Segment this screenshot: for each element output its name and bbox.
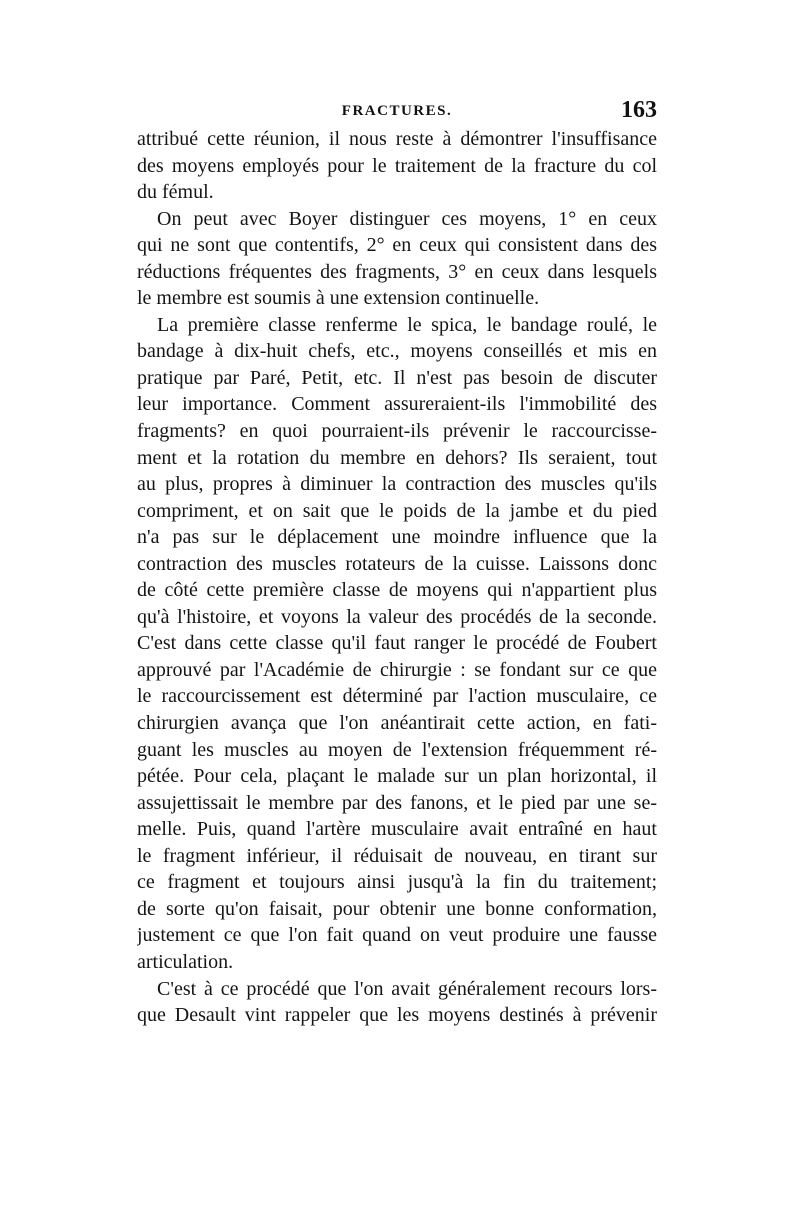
- text-line: le raccourcissement est déterminé par l'action musculaire, ce: [137, 685, 657, 708]
- text-line: le fragment inférieur, il réduisait de nouveau, en tirant sur: [137, 844, 657, 867]
- text-line: de sorte qu'on faisait, pour obtenir une bonne conformation,: [137, 897, 657, 920]
- text-line: articulation.: [137, 950, 234, 973]
- text-line: du fémul.: [137, 181, 214, 204]
- text-line: bandage à dix-huit chefs, etc., moyens conseillés et mis en: [137, 340, 657, 363]
- text-line: pétée. Pour cela, plaçant le malade sur un plan horizontal, il: [137, 765, 657, 788]
- text-line: le membre est soumis à une extension continuelle.: [137, 287, 540, 310]
- text-line: au plus, propres à diminuer la contraction des muscles qu'ils: [137, 473, 657, 496]
- body-text: [137, 126, 657, 1029]
- text-line: qui ne sont que contentifs, 2° en ceux qui consistent dans des: [137, 234, 657, 257]
- text-line: C'est à ce procédé que l'on avait généralement recours lors-: [157, 977, 657, 1000]
- text-line: melle. Puis, quand l'artère musculaire avait entraîné en haut: [137, 818, 657, 841]
- text-line: n'a pas sur le déplacement une moindre influence que la: [137, 526, 657, 549]
- text-line: approuvé par l'Académie de chirurgie : se fondant sur ce que: [137, 658, 657, 681]
- text-line: qu'à l'histoire, et voyons la valeur des procédés de la seconde.: [137, 605, 657, 628]
- text-line: On peut avec Boyer distinguer ces moyens, 1° en ceux: [157, 207, 657, 230]
- page-number: 163: [621, 97, 657, 123]
- text-line: de côté cette première classe de moyens qui n'appartient plus: [137, 579, 657, 602]
- text-line: que Desault vint rappeler que les moyens destinés à prévenir: [137, 1004, 657, 1027]
- text-line: leur importance. Comment assureraient-ils l'immobilité des: [137, 393, 657, 416]
- text-line: La première classe renferme le spica, le bandage roulé, le: [157, 313, 657, 336]
- text-line: ment et la rotation du membre en dehors? Ils seraient, tout: [137, 446, 657, 469]
- text-line: justement ce que l'on fait quand on veut produire une fausse: [137, 924, 657, 947]
- text-line: contraction des muscles rotateurs de la cuisse. Laissons donc: [137, 552, 657, 575]
- text-line: chirurgien avança que l'on anéantirait cette action, en fati-: [137, 712, 657, 735]
- text-line: C'est dans cette classe qu'il faut ranger le procédé de Foubert: [137, 632, 657, 655]
- text-line: attribué cette réunion, il nous reste à démontrer l'insuffisance: [137, 128, 657, 150]
- page-header: [137, 97, 657, 127]
- text-line: guant les muscles au moyen de l'extension fréquemment ré-: [137, 738, 657, 761]
- text-line: compriment, et on sait que le poids de la jambe et du pied: [137, 499, 657, 522]
- text-line: assujettissait le membre par des fanons, et le pied par une se-: [137, 791, 657, 814]
- text-line: pratique par Paré, Petit, etc. Il n'est pas besoin de discuter: [137, 366, 657, 389]
- text-line: fragments? en quoi pourraient-ils prévenir le raccourcisse-: [137, 420, 657, 443]
- running-title: FRACTURES.: [341, 103, 453, 119]
- text-line: ce fragment et toujours ainsi jusqu'à la fin du traitement;: [137, 871, 657, 894]
- text-line: des moyens employés pour le traitement de la fracture du col: [137, 154, 657, 177]
- text-line: réductions fréquentes des fragments, 3° en ceux dans lesquels: [137, 260, 657, 283]
